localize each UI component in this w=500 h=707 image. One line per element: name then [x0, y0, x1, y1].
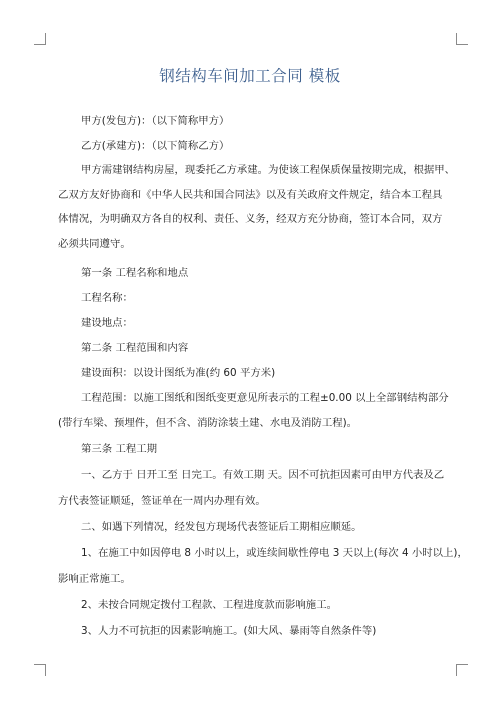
party-a-line: 甲方(发包方)：（以下简称甲方）	[81, 115, 230, 127]
article-1-heading: 第一条 工程名称和地点	[81, 267, 189, 279]
project-scope-line-1: 工程范围：以施工图纸和图纸变更意见所表示的工程±0.00 以上全部钢结构部分	[81, 392, 449, 404]
intro-line-1: 甲方需建钢结构房屋，现委托乙方承建。为使该工程保质保量按期完成，根据甲、	[81, 164, 456, 176]
delay-item-3: 3、人力不可抗拒的因素影响施工。(如大风、暴雨等自然条件等)	[81, 625, 377, 637]
crop-mark-bottom-right	[456, 664, 468, 676]
party-b-line: 乙方(承建方)：（以下简称乙方）	[81, 140, 230, 152]
delay-item-1-line-2: 影响正常施工。	[58, 573, 131, 585]
project-scope-line-2: (带行车梁、预埋件，但不含、消防涂装土建、水电及消防工程)。	[58, 417, 358, 429]
intro-line-4: 必须共同遵守。	[58, 238, 131, 250]
crop-mark-bottom-left	[34, 664, 46, 676]
schedule-clause-1-line-2: 方代表签证顺延，签证单在一周内办理有效。	[58, 495, 266, 507]
crop-mark-top-left	[34, 33, 46, 45]
delay-item-1-line-1: 1、在施工中如因停电 8 小时以上，或连续间歇性停电 3 天以上(每次 4 小时以上)，	[81, 547, 468, 559]
document-title: 钢结构车间加工合同 模板	[159, 67, 341, 85]
delay-item-2: 2、未按合同规定拨付工程款、工程进度款而影响施工。	[81, 599, 337, 611]
project-name-line: 工程名称：	[81, 292, 133, 304]
intro-line-2: 乙双方友好协商和《中华人民共和国合同法》以及有关政府文件规定，结合本工程具	[58, 189, 443, 201]
schedule-clause-1-line-1: 一、乙方于 日开工至 日完工。有效工期 天。因不可抗拒因素可由甲方代表及乙	[81, 469, 445, 481]
intro-line-3: 体情况，为明确双方各自的权利、责任、义务，经双方充分协商，签订本合同，双方	[58, 213, 443, 225]
article-3-heading: 第三条 工程工期	[81, 443, 158, 455]
building-area-line: 建设面积：以设计图纸为准(约 60 平方米)	[81, 367, 276, 379]
article-2-heading: 第二条 工程范围和内容	[81, 342, 189, 354]
schedule-clause-2: 二、如遇下列情况，经发包方现场代表签证后工期相应顺延。	[81, 521, 362, 533]
crop-mark-top-right	[456, 33, 468, 45]
site-location-line: 建设地点：	[81, 317, 133, 329]
